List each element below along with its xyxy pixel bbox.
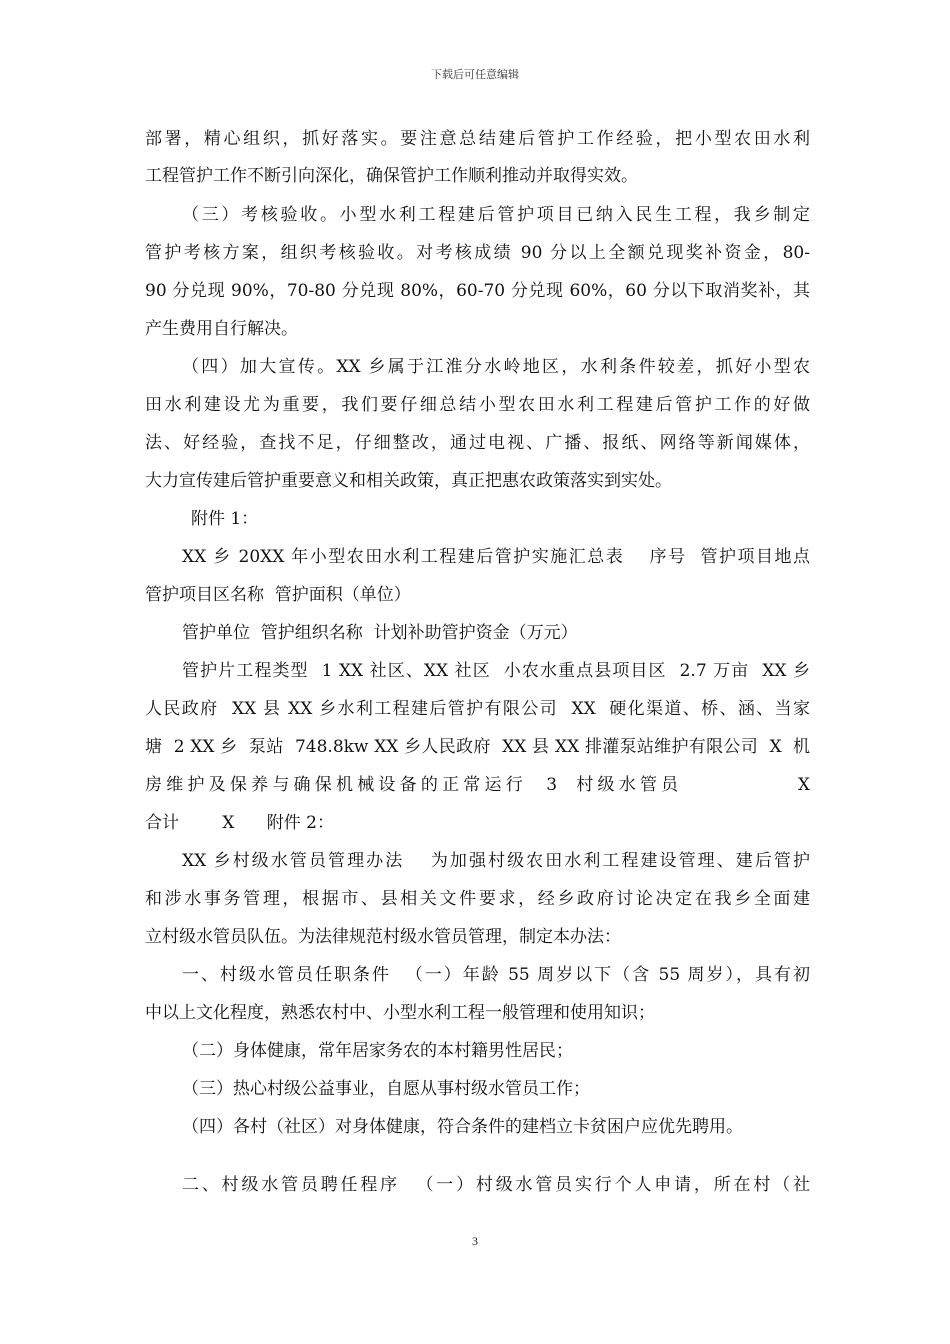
body-line: 田水利建设尤为重要，我们要仔细总结小型农田水利工程建后管护工作的好做 — [145, 395, 810, 415]
body-line: 房维护及保养与确保机械设备的正常运行 3 村级水管员 X — [145, 775, 810, 795]
attachment-1-label: 附件 1： — [191, 509, 259, 529]
body-line: 人民政府 XX 县 XX 乡水利工程建后管护有限公司 XX 硬化渠道、桥、涵、当家 — [145, 699, 810, 719]
body-line: XX 乡村级水管员管理办法 为加强村级农田水利工程建设管理、建后管护 — [182, 851, 810, 871]
body-line: 和涉水事务管理，根据市、县相关文件要求，经乡政府讨论决定在我乡全面建 — [145, 889, 810, 909]
body-line: 产生费用自行解决。 — [145, 319, 298, 339]
body-line: （四）各村（社区）对身体健康，符合条件的建档立卡贫困户应优先聘用。 — [182, 1117, 743, 1137]
body-line: （二）身体健康，常年居家务农的本村籍男性居民； — [182, 1041, 573, 1061]
page-header-note: 下载后可任意编辑 — [431, 68, 519, 81]
body-line: （三）考核验收。小型水利工程建后管护项目已纳入民生工程，我乡制定 — [182, 205, 810, 225]
body-line: 管护项目区名称 管护面积（单位） — [145, 585, 411, 605]
body-line: 工程管护工作不断引向深化，确保管护工作顺利推动并取得实效。 — [145, 166, 638, 186]
body-line: 90 分兑现 90%，70-80 分兑现 80%，60-70 分兑现 60%，60 分以下取消奖补，其 — [145, 281, 810, 301]
body-line: （四）加大宣传。XX 乡属于江淮分水岭地区，水利条件较差，抓好小型农 — [182, 357, 810, 377]
body-line: XX 乡 20XX 年小型农田水利工程建后管护实施汇总表 序号 管护项目地点 — [182, 547, 810, 567]
body-line: 立村级水管员队伍。为法律规范村级水管员管理，制定本办法： — [145, 927, 621, 947]
body-line: 合计 X 附件 2： — [145, 813, 334, 833]
body-line: 大力宣传建后管护重要意义和相关政策，真正把惠农政策落实到实处。 — [145, 471, 672, 491]
body-line: 中以上文化程度，熟悉农村中、小型水利工程一般管理和使用知识； — [145, 1003, 655, 1023]
page-number: 3 — [472, 1234, 478, 1248]
body-line: 管护考核方案，组织考核验收。对考核成绩 90 分以上全额兑现奖补资金，80- — [145, 243, 810, 263]
body-line: 法、好经验，查找不足，仔细整改，通过电视、广播、报纸、网络等新闻媒体， — [145, 433, 810, 453]
body-line: 管护单位 管护组织名称 计划补助管护资金（万元） — [182, 623, 578, 643]
section-heading-line: 二、村级水管员聘任程序 （一）村级水管员实行个人申请，所在村（社 — [182, 1175, 810, 1195]
body-line: 部署，精心组织，抓好落实。要注意总结建后管护工作经验，把小型农田水利 — [145, 129, 810, 149]
body-line: 管护片工程类型 1 XX 社区、XX 社区 小农水重点县项目区 2.7 万亩 XX 乡 — [182, 661, 810, 681]
body-line: 塘 2 XX 乡 泵站 748.8kw XX 乡人民政府 XX 县 XX 排灌泵站维护有限公司 X 机 — [145, 737, 810, 757]
section-heading-line: 一、村级水管员任职条件 （一）年龄 55 周岁以下（含 55 周岁），具有初 — [182, 965, 810, 985]
body-line: （三）热心村级公益事业，自愿从事村级水管员工作； — [182, 1079, 590, 1099]
